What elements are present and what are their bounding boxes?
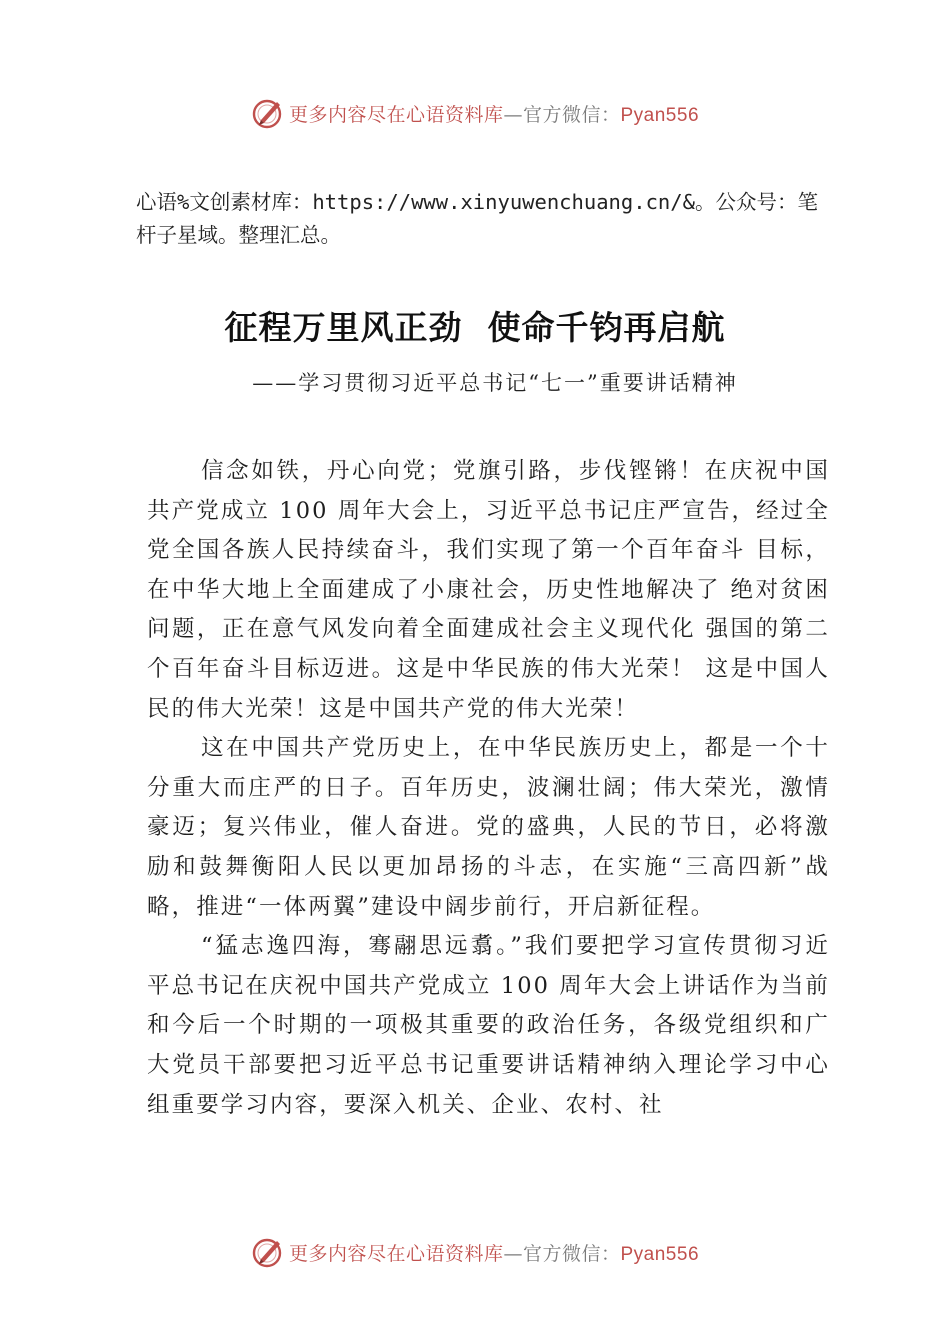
banner-slogan: 更多内容尽在心语资料库—官方微信：Pyan556 [288, 103, 700, 126]
article-title: 征程万里风正劲 使命千钧再启航 [224, 308, 726, 347]
pen-logo-icon [251, 96, 285, 130]
paragraph: 这在中国共产党历史上，在中华民族历史上，都是一个十分重大而庄严的日子。百年历史，波澜壮阔；伟大荣光，激情豪迈；复兴伟业，催人奋进。党的盛典，人民的节日，必将激励和鼓舞衡阳人民以更加昂扬的斗志，在实施“三高四新”战略，推进“一体两翼”建设中阔步前行，开启新征程。 [147, 735, 830, 920]
wechat-id: Pyan556 [620, 104, 700, 126]
source-note: 心语%文创素材库：https://www.xinyuwenchuang.cn/&。公众号：笔杆子星域。整理汇总。 [136, 190, 818, 247]
header-banner [0, 93, 950, 133]
article-body [147, 452, 830, 1125]
wechat-id: Pyan556 [620, 1243, 700, 1265]
article-subtitle: ——学习贯彻习近平总书记“七一”重要讲话精神 [252, 371, 738, 395]
pen-logo-icon [251, 1235, 285, 1269]
paragraph: “猛志逸四海，骞翮思远翥。”我们要把学习宣传贯彻习近平总书记在庆祝中国共产党成立 100 周年大会上讲话作为当前和今后一个时期的一项极其重要的政治任务，各级党组织和广大党员干部要把习近平总书记重要讲话精神纳入理论学习中心组重要学习内容，要深入机关、企业、农村、社 [147, 933, 830, 1118]
footer-banner [0, 1232, 950, 1272]
banner-slogan: 更多内容尽在心语资料库—官方微信：Pyan556 [288, 1242, 700, 1265]
paragraph: 信念如铁，丹心向党；党旗引路，步伐铿锵！在庆祝中国共产党成立 100 周年大会上，习近平总书记庄严宣告，经过全党全国各族人民持续奋斗，我们实现了第一个百年奋斗 目标，在中华大地上全面建成了小康社会，历史性地解决了 绝对贫困问题，正在意气风发向着全面建成社会主义现代化 强国的第二个百年奋斗目标迈进。这是中华民族的伟大光荣！ 这是中国人民的伟大光荣！这是中国共产党的伟大光荣！ [147, 458, 830, 722]
